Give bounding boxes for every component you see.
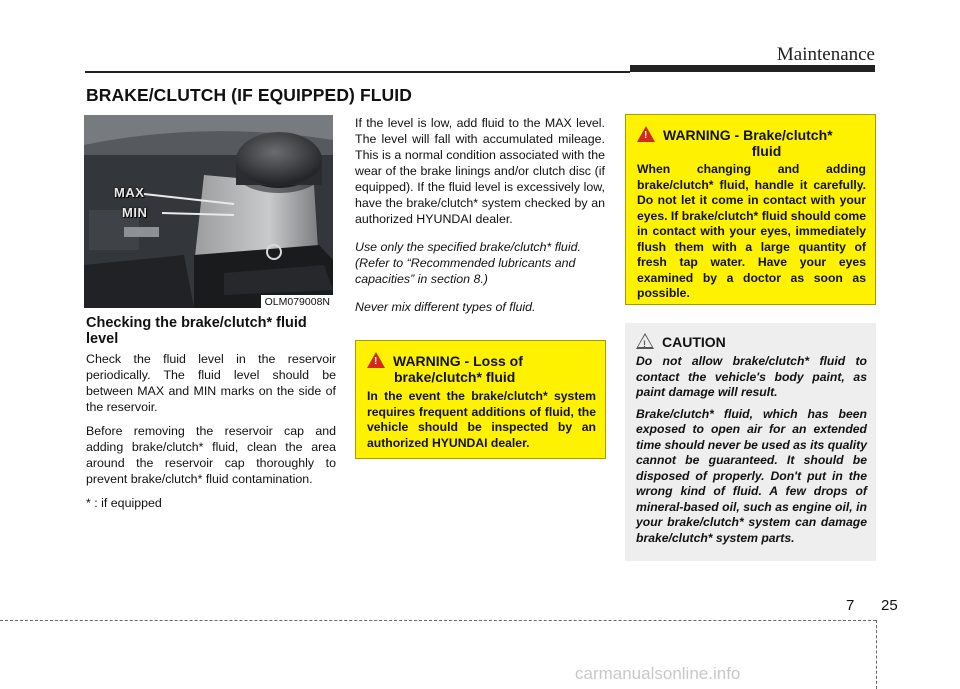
warning-icon	[637, 126, 655, 142]
watermark: carmanualsonline.info	[575, 664, 741, 683]
footnote: * : if equipped	[86, 496, 162, 510]
footer-rule	[0, 620, 876, 621]
warning-heading	[637, 126, 866, 159]
warning-prefix: WARNING -	[393, 353, 474, 369]
warning-box-brake-fluid	[625, 114, 876, 305]
page-number: 25	[881, 597, 898, 614]
col2-body	[355, 115, 605, 327]
warning-title: Loss of	[473, 353, 523, 369]
footer-divider	[876, 620, 877, 689]
subheading: Checking the brake/clutch* fluid level	[86, 315, 307, 347]
warning-body: When changing and adding brake/clutch* fluid, handle it carefully. Do not let it come in contact with your eyes. If brake/clutch* fluid should come in contact with your eyes, immediately flush them with a large quantity of fresh tap water. Have your eyes examined by a doctor as soon as possible.	[637, 162, 866, 300]
caution-icon	[636, 333, 654, 349]
warning-title: Brake/clutch*	[743, 127, 833, 143]
chapter-number: 7	[846, 597, 855, 614]
max-marker-label: MAX	[114, 185, 145, 200]
paragraph: Use only the specified brake/clutch* fluid. (Refer to “Recommended lubricants and capacities” in section 8.)	[355, 240, 581, 286]
paragraph: Before removing the reservoir cap and adding brake/clutch* fluid, clean the area around the reservoir cap thoroughly to prevent brake/clutch* fluid contamination.	[86, 424, 336, 486]
paragraph: If the level is low, add fluid to the MAX level. The level will fall with accumulated mileage. This is a normal condition associated with the wear of the brake linings and/or clutch disc (if equipped). If the fluid level is excessively low, have the brake/clutch* system checked by an authorized HYUNDAI dealer.	[355, 116, 605, 226]
warning-prefix: WARNING -	[663, 127, 744, 143]
caution-box	[625, 323, 876, 561]
caution-heading	[636, 333, 867, 350]
warning-heading	[367, 352, 596, 385]
paragraph: Never mix different types of fluid.	[355, 300, 536, 314]
warning-title-cont: brake/clutch* fluid	[394, 369, 516, 385]
section-label: Maintenance	[776, 44, 875, 65]
page-title: BRAKE/CLUTCH (IF EQUIPPED) FLUID	[86, 85, 412, 105]
caution-paragraph: Brake/clutch* fluid, which has been exposed to open air for an extended time should never be used as its quality cannot be guaranteed. It should be disposed of properly. Don't put in the wrong kind of fluid. A few drops of mineral-based oil, such as engine oil, in your brake/clutch* system can damage brake/clutch* system parts.	[636, 406, 867, 545]
min-marker-label: MIN	[122, 205, 148, 220]
warning-title-cont: fluid	[751, 143, 782, 159]
header-bar	[630, 65, 875, 72]
caution-title: CAUTION	[662, 334, 726, 350]
header-rule	[85, 71, 630, 73]
photo-caption: OLM079008N	[261, 295, 333, 308]
warning-icon	[367, 352, 385, 368]
warning-box-loss-of-fluid	[355, 340, 606, 459]
reservoir-photo	[84, 115, 333, 308]
warning-body: In the event the brake/clutch* system requires frequent additions of fluid, the vehicle should be inspected by an authorized HYUNDAI dealer.	[367, 389, 596, 450]
paragraph: Check the fluid level in the reservoir periodically. The fluid level should be between MAX and MIN marks on the side of the reservoir.	[86, 352, 336, 414]
col1-body	[86, 351, 336, 519]
caution-paragraph: Do not allow brake/clutch* fluid to contact the vehicle's body paint, as paint damage will result.	[636, 354, 867, 399]
